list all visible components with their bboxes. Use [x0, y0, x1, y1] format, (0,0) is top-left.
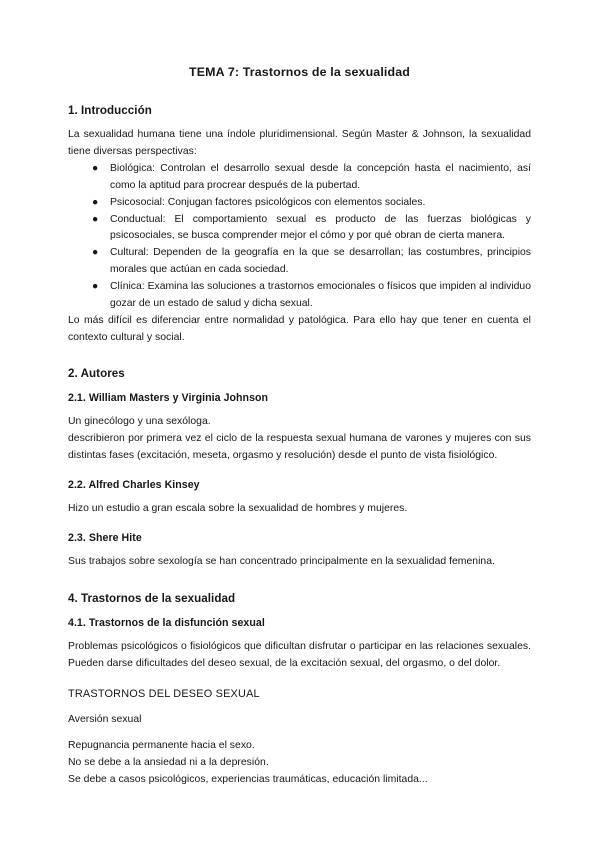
subheading-aversion-sexual: Aversión sexual	[68, 714, 142, 726]
masters-johnson-line-1: Un ginecólogo y una sexóloga.	[68, 416, 211, 428]
heading-masters-johnson: 2.1. William Masters y Virginia Johnson	[68, 391, 269, 404]
intro-bullet-list	[68, 161, 531, 313]
heading-shere-hite: 2.3. Shere Hite	[68, 531, 142, 544]
heading-kinsey: 2.2. Alfred Charles Kinsey	[68, 478, 200, 491]
list-item-text: Cultural: Dependen de la geografía en la que se desarrollan; las costumbres, principios morales que actúan en cada sociedad.	[110, 247, 531, 276]
list-item-text: Clínica: Examina las soluciones a trastornos emocionales o físicos que impiden al individuo gozar de un estado de salud y dicha sexual.	[110, 280, 531, 309]
list-item-text: Biológica: Controlan el desarrollo sexual desde la concepción hasta el nacimiento, así como la aptitud para procrear después de la pubertad.	[110, 163, 531, 191]
bullet-icon: ●	[92, 163, 99, 175]
document-content	[68, 64, 531, 789]
shere-hite-paragraph: Sus trabajos sobre sexología se han concentrado principalmente en la sexualidad femenina.	[68, 556, 495, 568]
intro-lead-paragraph: La sexualidad humana tiene una índole pluridimensional. Según Master & Johnson, la sexualidad tiene diversas perspectivas:	[68, 129, 531, 158]
list-item-text: Psicosocial: Conjugan factores psicológicos con elementos sociales.	[110, 196, 426, 208]
list-item	[92, 245, 531, 279]
heading-trastornos-sexualidad: 4. Trastornos de la sexualidad	[68, 592, 236, 606]
list-item	[92, 279, 531, 313]
aversion-line-1: Repugnancia permanente hacia el sexo.	[68, 740, 255, 752]
disfuncion-sexual-paragraph: Problemas psicológicos o fisiológicos que dificultan disfrutar o participar en las relaciones sexuales. Pueden darse dificultades del deseo sexual, de la excitación sexual, del orgasmo, o del dolor.	[68, 641, 531, 669]
list-item	[92, 161, 531, 195]
heading-autores: 2. Autores	[68, 367, 125, 381]
kinsey-paragraph: Hizo un estudio a gran escala sobre la sexualidad de hombres y mujeres.	[68, 503, 408, 515]
bullet-icon: ●	[92, 196, 99, 208]
spacer	[68, 355, 531, 366]
spacer	[68, 580, 531, 591]
intro-closing-paragraph: Lo más difícil es diferenciar entre normalidad y patológica. Para ello hay que tener en cuenta el contexto cultural y social.	[68, 314, 531, 343]
aversion-line-2: No se debe a la ansiedad ni a la depresión.	[68, 757, 269, 769]
bullet-icon: ●	[92, 280, 99, 292]
list-item-text: Conductual: El comportamiento sexual es producto de las fuerzas biológicas y psicosociales, se busca comprender mejor el cómo y por qué obran de cierta manera.	[110, 213, 531, 242]
heading-introduccion: 1. Introducción	[68, 103, 152, 117]
bullet-icon: ●	[92, 247, 99, 259]
aversion-line-3: Se debe a casos psicológicos, experiencias traumáticas, educación limitada...	[68, 773, 428, 785]
list-item	[92, 212, 531, 246]
heading-disfuncion-sexual: 4.1. Trastornos de la disfunción sexual	[68, 616, 265, 629]
list-item	[92, 195, 531, 212]
bullet-icon: ●	[92, 213, 99, 225]
page-title: TEMA 7: Trastornos de la sexualidad	[189, 65, 410, 79]
masters-johnson-line-2: describieron por primera vez el ciclo de la respuesta sexual humana de varones y mujeres con sus distintas fases (excitación, meseta, orgasmo y resolución) desde el punto de vista fisiológico.	[68, 433, 531, 461]
heading-trastornos-deseo-sexual: TRASTORNOS DEL DESEO SEXUAL	[68, 687, 260, 700]
